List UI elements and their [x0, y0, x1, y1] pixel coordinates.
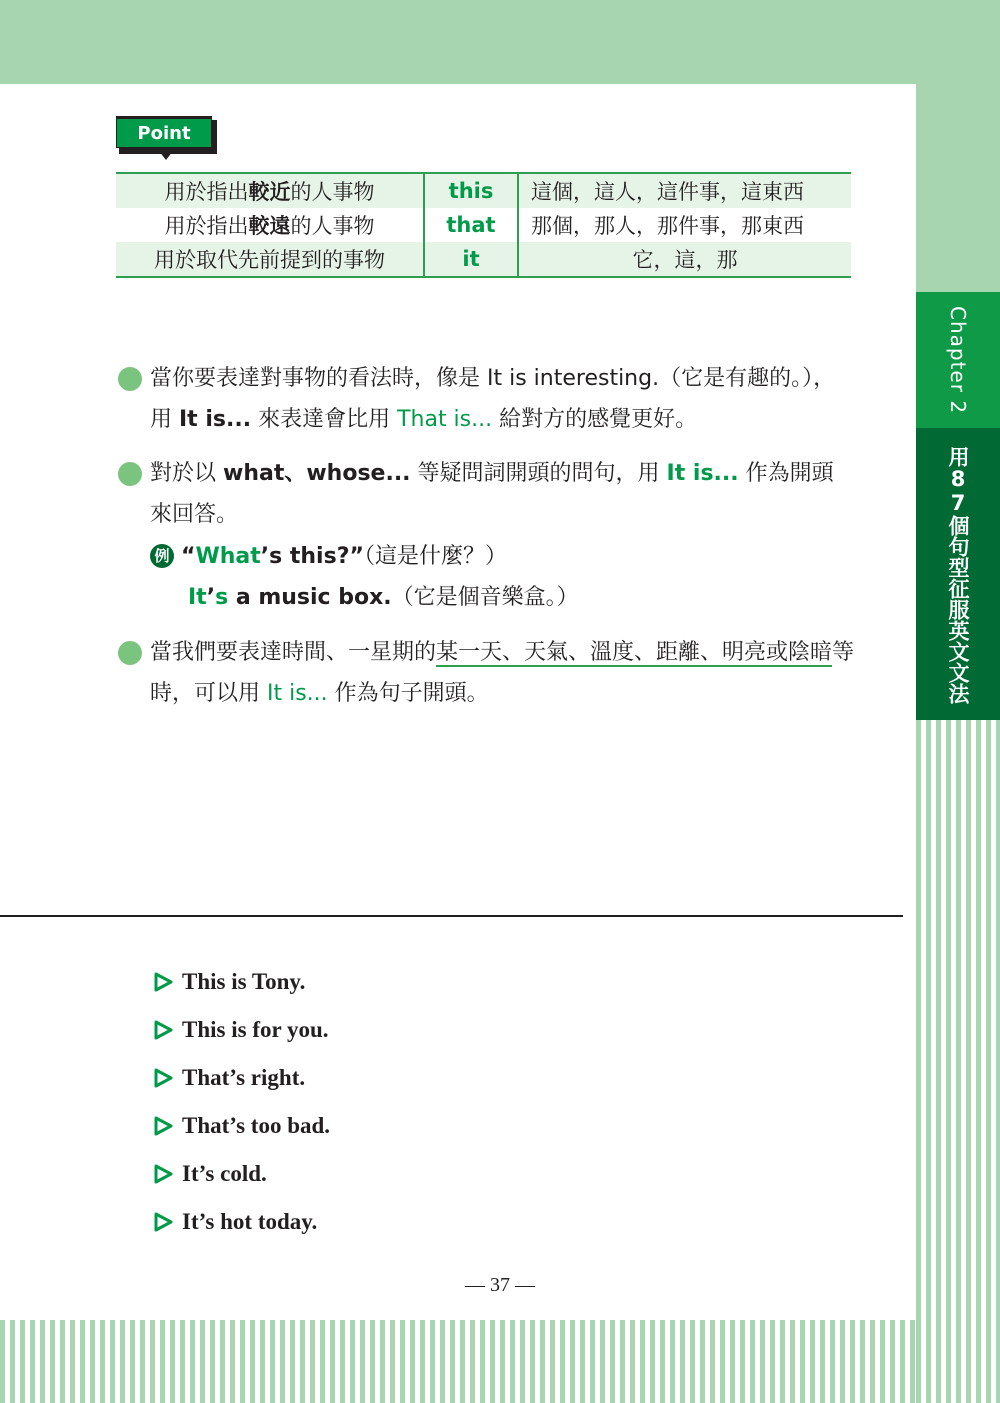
book-title-tab	[916, 428, 1000, 720]
example-question: 例 “What’s this?”（這是什麼？）	[150, 536, 855, 577]
table-word: this	[424, 173, 518, 208]
example-list	[152, 958, 330, 1246]
bullet-icon	[118, 462, 142, 486]
table-row: 用於指出較遠的人事物 that 那個，那人，那件事，那東西	[116, 208, 851, 242]
table-row: 用於指出較近的人事物 this 這個，這人，這件事，這東西	[116, 173, 851, 208]
right-stripes	[916, 720, 1000, 1403]
point-pointer-icon	[159, 151, 173, 160]
example-icon: 例	[150, 544, 174, 568]
play-triangle-icon	[152, 1163, 174, 1185]
bullet-icon	[118, 641, 142, 665]
list-item: That’s right.	[152, 1054, 330, 1102]
play-triangle-icon	[152, 971, 174, 993]
list-item: This is for you.	[152, 1006, 330, 1054]
list-item: This is Tony.	[152, 958, 330, 1006]
paragraph-1: 當你要表達對事物的看法時，像是 It is interesting.（它是有趣的。），用 It is... 來表達會比用 That is... 給對方的感覺更好。	[150, 366, 836, 432]
paragraph-2: 對於以 what、whose... 等疑問詞開頭的問句，用 It is... 作為開頭來回答。	[150, 461, 834, 527]
chapter-label: Chapter 2	[946, 306, 970, 415]
list-item: That’s too bad.	[152, 1102, 330, 1150]
paragraph-3: 當我們要表達時間、一星期的某一天、天氣、溫度、距離、明亮或陰暗等時，可以用 It is... 作為句子開頭。	[150, 640, 855, 706]
play-triangle-icon	[152, 1067, 174, 1089]
point-badge	[116, 116, 220, 162]
book-title: 用87個句型征服英文文法	[946, 446, 970, 704]
bullet-icon	[118, 367, 142, 391]
table-meaning: 這個，這人，這件事，這東西	[518, 173, 851, 208]
table-meaning: 那個，那人，那件事，那東西	[531, 214, 804, 238]
table-meaning: 它，這，那	[518, 242, 851, 277]
section-divider	[0, 915, 903, 917]
example-answer: It’s a music box.（它是個音樂盒。）	[188, 585, 579, 610]
play-triangle-icon	[152, 1211, 174, 1233]
top-band	[0, 0, 1000, 84]
table-word: it	[424, 242, 518, 277]
bottom-stripes	[0, 1320, 916, 1403]
chapter-tab	[916, 292, 1000, 428]
page-number: — 37 —	[465, 1274, 535, 1296]
table-word: that	[424, 208, 518, 242]
table-row: 用於取代先前提到的事物 it 它，這，那	[116, 242, 851, 277]
play-triangle-icon	[152, 1019, 174, 1041]
point-table	[116, 172, 851, 278]
right-band	[916, 84, 1000, 292]
point-label: Point	[116, 116, 212, 148]
play-triangle-icon	[152, 1115, 174, 1137]
list-item: It’s hot today.	[152, 1198, 330, 1246]
list-item: It’s cold.	[152, 1150, 330, 1198]
